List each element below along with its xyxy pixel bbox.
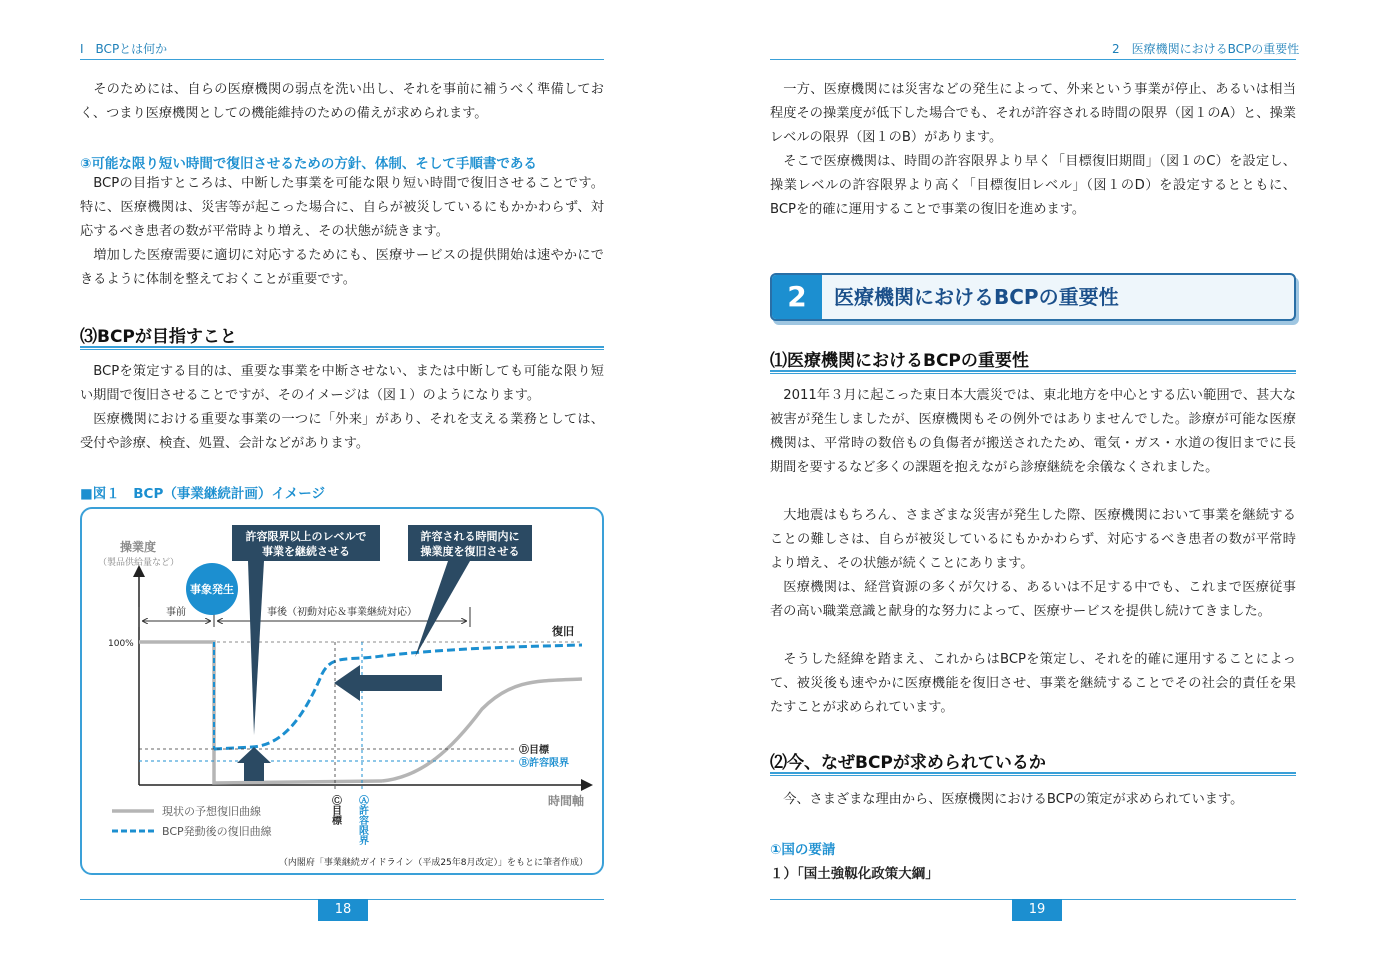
level-raise-arrow [237,747,271,781]
figure-source: （内閣府「事業継続ガイドライン（平成25年8月改定）」をもとに筆者作成） [278,858,588,868]
figure-caption: ■図１ BCP（事業継続計画）イメージ [80,486,325,502]
running-head-left: Ⅰ BCPとは何か [80,42,168,56]
subhead-3: ③可能な限り短い時間で復旧させるための方針、体制、そして手順書である [80,156,537,172]
x-axis-label: 時間軸 [548,794,585,808]
section-2-rule [770,772,1296,776]
legend-current: 現状の予想復旧曲線 [162,805,261,818]
chapter-banner [770,273,1296,321]
hundred-percent-label: 100% [108,639,134,649]
left-paragraph-1: そのためには、自らの医療機関の弱点を洗い出し、それを事前に補うべく準備しておく、つまり医療機関としての機能維持のための備えが求められます。 [80,82,604,121]
callout-right-line1: 許容される時間内に [420,530,520,543]
bcp-diagram [82,509,602,873]
time-shift-arrow [334,665,442,701]
bcp-curve [214,645,582,749]
callout-right-line2: 操業度を復旧させる [420,545,520,558]
label-c: Ⓒ目標 [329,795,341,825]
right-paragraph-6: そうした経緯を踏まえ、これからはBCPを策定し、それを的確に運用することによって、被災後も速やかに医療機能を復旧させ、事業を継続することでその社会的責任を果たすことが求められています。 [770,652,1296,715]
callout-right-pointer [415,561,470,657]
label-b: Ⓑ許容限界 [519,758,569,769]
callout-left-line2: 事業を継続させる [262,545,350,558]
right-paragraph-2: そこで医療機関は、時間の許容限界より早く「目標復旧期間」（図１のC）を設定し、操業レベルの許容限界より高く「目標復旧レベル」（図１のD）を設定するとともに、BCPを的確に運用することで事業の復旧を進めます。 [770,154,1296,217]
right-paragraph-3: 2011年３月に起こった東日本大震災では、東北地方を中心とする広い範囲で、甚大な被害が発生しましたが、医療機関もその例外ではありませんでした。診療が可能な医療機関は、平常時の数倍もの負傷者が搬送されたため、電気・ガス・水道の復旧までに長期間を要するなど多くの課題を抱えながら診療継続を余儀なくされました。 [770,388,1296,475]
left-paragraph-2: BCPの目指すところは、中断した事業を可能な限り短い時間で復旧させることです。特に、医療機関は、災害等が起こった場合に、自らが被災しているにもかかわらず、対応するべき患者の数が平常時より増え、その状態が続きます。 [80,176,604,239]
subhead-national-request: ①国の要請 [770,842,836,858]
right-paragraph-5: 医療機関は、経営資源の多くが欠ける、あるいは不足する中でも、これまで医療従事者の高い職業意識と献身的な努力によって、医療サービスを提供し続けてきました。 [770,580,1296,619]
right-paragraph-7: 今、さまざまな理由から、医療機関におけるBCPの策定が求められています。 [783,792,1244,807]
legend-bcp: BCP発動後の復旧曲線 [162,825,272,838]
phase-after-label: 事後（初動対応＆事業継続対応） [267,607,417,618]
y-axis-sub: （製品供給量など） [98,558,180,568]
left-paragraph-4: BCPを策定する目的は、重要な事業を中断させない、または中断しても可能な限り短い期間で復旧させることですが、そのイメージは（図１）のようになります。 [80,364,604,403]
page-number-right: 19 [1012,899,1062,921]
section-1-title: ⑴医療機関におけるBCPの重要性 [770,351,1029,371]
phase-before-label: 事前 [166,607,186,618]
header-rule-right [770,59,1296,60]
header-rule-left [80,59,604,60]
section-3-title: ⑶BCPが目指すこと [80,327,237,347]
label-a: Ⓐ許容限界 [356,795,368,845]
recovery-label: 復旧 [552,625,574,638]
running-head-right: 2 医療機関におけるBCPの重要性 [1112,42,1300,56]
callout-left-line1: 許容限界以上のレベルで [245,530,367,543]
left-paragraph-3: 増加した医療需要に適切に対応するためにも、医療サービスの提供開始は速やかにできるように体制を整えておくことが重要です。 [80,248,604,287]
bcp-figure [80,507,604,875]
event-badge-label: 事象発生 [190,583,234,596]
section-3-rule [80,346,604,350]
callout-left-pointer [248,561,264,735]
right-paragraph-1: 一方、医療機関には災害などの発生によって、外来という事業が停止、あるいは相当程度その操業度が低下した場合でも、それが許容される時間の限界（図１のA）と、操業レベルの限界（図１のB）があります。 [770,82,1296,145]
chapter-number: 2 [772,275,822,319]
left-paragraph-5: 医療機関における重要な事業の一つに「外来」があり、それを支える業務としては、受付や診療、検査、処置、会計などがあります。 [80,412,604,451]
chapter-title: 医療機関におけるBCPの重要性 [834,285,1119,309]
item-national-resilience: １）「国土強靱化政策大綱」 [770,866,939,882]
page-number-left: 18 [318,899,368,921]
y-axis-label: 操業度 [120,540,157,554]
section-2-title: ⑵今、なぜBCPが求められているか [770,753,1046,773]
right-paragraph-4: 大地震はもちろん、さまざまな災害が発生した際、医療機関において事業を継続することの難しさは、自らが被災しているにもかかわらず、対応するべき患者の数が平常時より増え、その状態が続くことにあります。 [770,508,1296,571]
section-1-rule [770,370,1296,374]
label-d: Ⓓ目標 [519,745,549,756]
